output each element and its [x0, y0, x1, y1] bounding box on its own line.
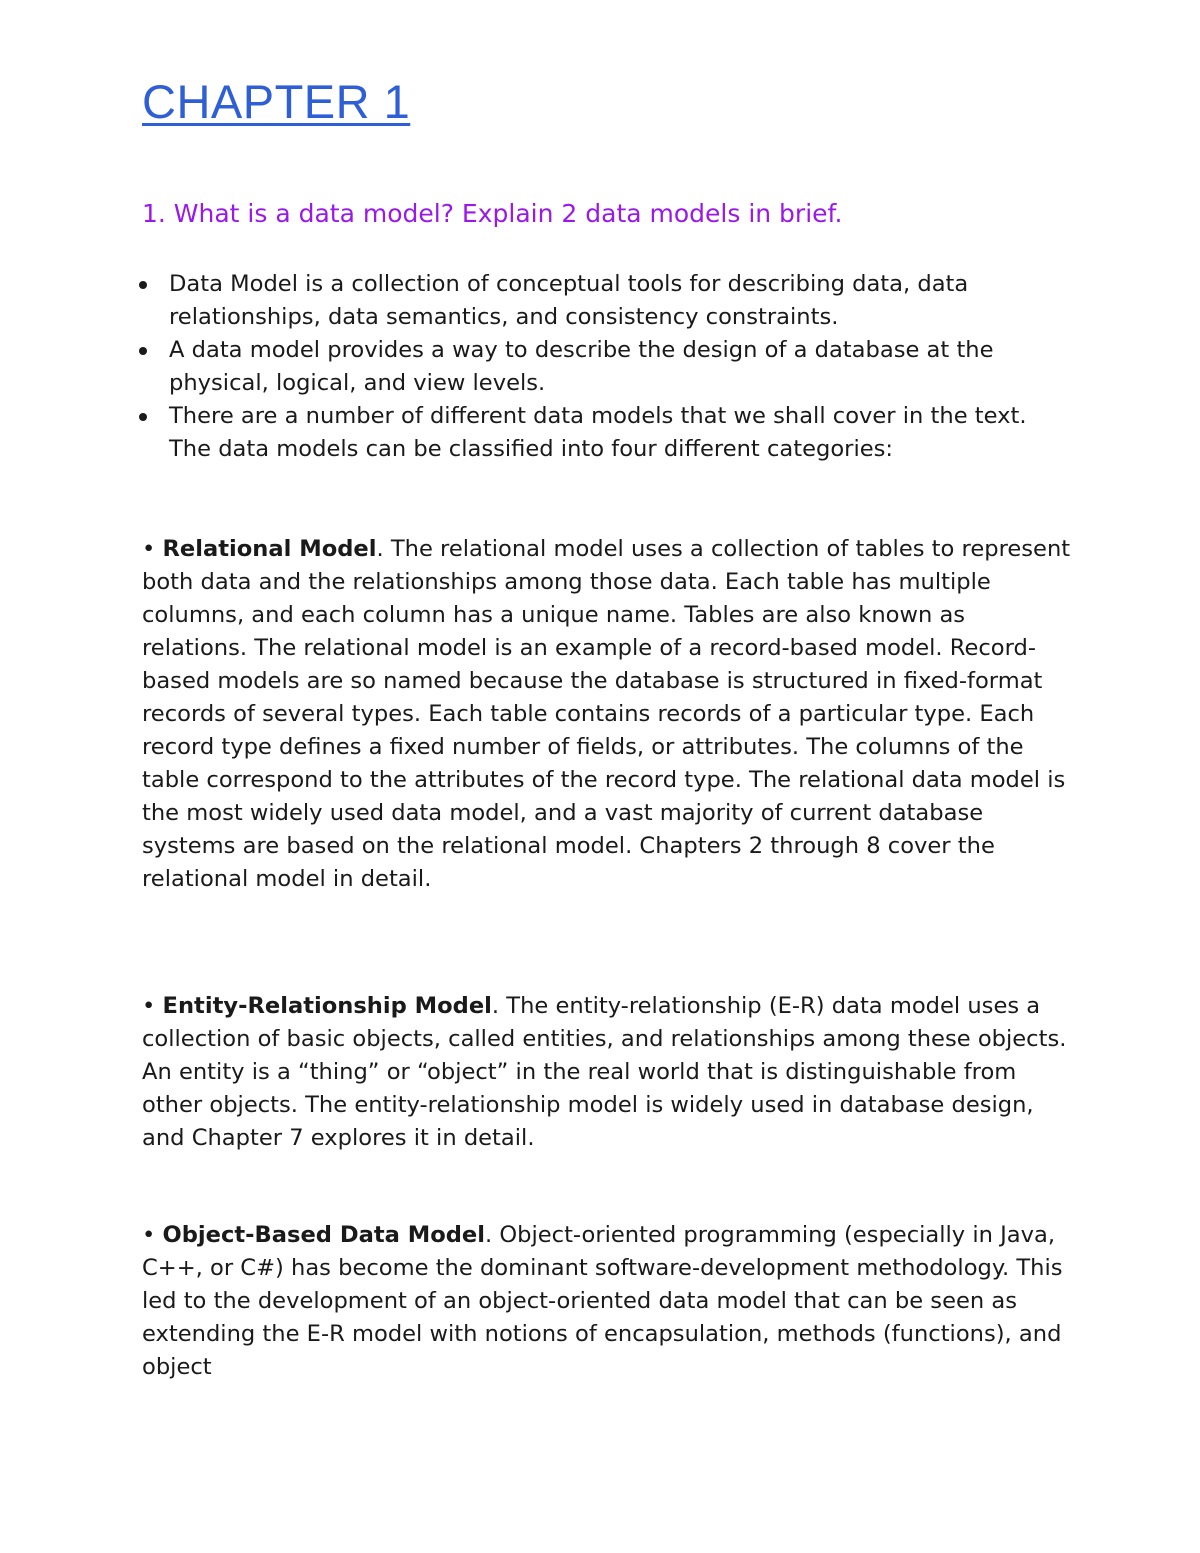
bullet-dot-icon	[139, 347, 147, 355]
relational-model-section	[142, 533, 1072, 896]
bullet-text: A data model provides a way to describe the design of a database at the physical, logical, and view levels.	[169, 337, 994, 396]
question-heading: 1. What is a data model? Explain 2 data models in brief.	[142, 199, 843, 228]
bullet-item	[142, 268, 1072, 334]
object-based-data-model-section	[142, 1219, 1072, 1384]
section-marker: •	[142, 536, 163, 562]
entity-relationship-model-section	[142, 990, 1072, 1155]
section-title: Entity-Relationship Model	[162, 993, 492, 1019]
section-body: . Object-oriented programming (especially in Java, C++, or C#) has become the dominant software-development methodology. This led to the development of an object-oriented data model that can be seen as extending the E-R model with notions of encapsulation, methods (functions), and object	[142, 1222, 1063, 1380]
section-marker: •	[142, 993, 163, 1019]
section-marker: •	[142, 1222, 163, 1248]
chapter-title: CHAPTER 1	[142, 75, 411, 128]
bullet-dot-icon	[139, 281, 147, 289]
bullet-text: There are a number of different data models that we shall cover in the text. The data models can be classified into four different categories:	[169, 403, 1027, 462]
definition-bullet-list	[142, 268, 1072, 466]
bullet-text: Data Model is a collection of conceptual tools for describing data, data relationships, data semantics, and consistency constraints.	[169, 271, 969, 330]
bullet-item	[142, 334, 1072, 400]
bullet-item	[142, 400, 1072, 466]
bullet-dot-icon	[139, 413, 147, 421]
section-body: . The relational model uses a collection of tables to represent both data and the relationships among those data. Each table has multiple columns, and each column has a unique name. Tables are also known as relations. The relational model is an example of a record-based model. Record-based models are so named because the database is structured in fixed-format records of several types. Each table contains records of a particular type. Each record type defines a fixed number of fields, or attributes. The columns of the table correspond to the attributes of the record type. The relational data model is the most widely used data model, and a vast majority of current database systems are based on the relational model. Chapters 2 through 8 cover the relational model in detail.	[142, 536, 1071, 892]
section-body: . The entity-relationship (E-R) data model uses a collection of basic objects, called entities, and relationships among these objects. An entity is a “thing” or “object” in the real world that is distinguishable from other objects. The entity-relationship model is widely used in database design, and Chapter 7 explores it in detail.	[142, 993, 1067, 1151]
section-title: Object-Based Data Model	[162, 1222, 485, 1248]
section-title: Relational Model	[162, 536, 377, 562]
